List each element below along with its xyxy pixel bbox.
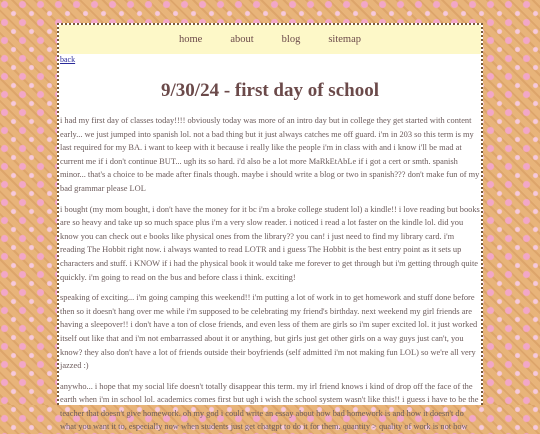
- nav-about-link[interactable]: about: [230, 34, 254, 45]
- back-link[interactable]: back: [60, 55, 76, 64]
- page-container: [57, 23, 483, 432]
- nav-home-link[interactable]: home: [179, 34, 203, 45]
- nav-sitemap-link[interactable]: sitemap: [328, 34, 361, 45]
- nav-blog-link[interactable]: blog: [281, 34, 301, 45]
- post-body: [59, 114, 481, 434]
- top-nav: [59, 25, 481, 54]
- post-paragraph: anywho... i hope that my social life doesn't totally disappear this term. my irl friend knows i kind of drop off the face of the earth when i'm in school lol. academics comes first but ugh i wish the school system wasn't like this!! i guess i have to be the teacher that doesn't give homework. oh my god i could write an essay about how bad homework is and how it doesn't do what you want it to, especially now when students just get chatgpt to do it for them. quantity > quality of work is not how: [60, 381, 479, 432]
- post-title: 9/30/24 - first day of school: [161, 80, 379, 101]
- post-paragraph: i had my first day of classes today!!!! obviously today was more of an intro day but in college they get started with content early... we just jumped into spanish lol. not a bad thing but it just always catches me off guard. i'm in 203 so this term is my last required for my BA. i want to keep with it because i really like the people i'm in class with and i know i'll be mad at current me if i don't continue BUT... ugh its so hard. i'd also be a lot more MaRkEtAbLe if i got a cert or smth. spanish minor... that's a choice to be made after finals though. maybe i should write a blog or two in spanish??? don't make fun of my bad grammar please LOL: [60, 116, 480, 193]
- post-paragraph: i bought (my mom bought, i don't have the money for it bc i'm a broke college student lol) a kindle!! i love reading but books are so heavy and take up so much space plus i'm a very slow reader. i noticed i read a lot faster on the kindle lol. did you know you can check out e books like physical ones from the library?? you can! i just need to find my library card. i'm reading The Hobbit right now. i always wanted to read LOTR and i guess The Hobbit is the best entry point as it sets up characters and stuff. i KNOW if i had the physical book it would take me forever to get through but i'm getting through quite quickly. i'm going to read on the bus and before class i think. exciting!: [60, 204, 480, 282]
- post-paragraph: speaking of exciting... i'm going camping this weekend!! i'm putting a lot of work in to get homework and stuff done before then so it doesn't hang over me while i'm supposed to be celebrating my friend's birthday. next weekend my girl friends are having a sleepover!! i don't have a ton of close friends, and even less of them are girls so i'm super excited lol. it just worked itself out like that and i'm not embarrassed about it or anything, but girls just get other girls on a way guys just can't, you know? they also don't have a lot of friends outside their boyfriends (self admitted i'm not making fun LOL) so we're all very jazzed :): [60, 293, 478, 371]
